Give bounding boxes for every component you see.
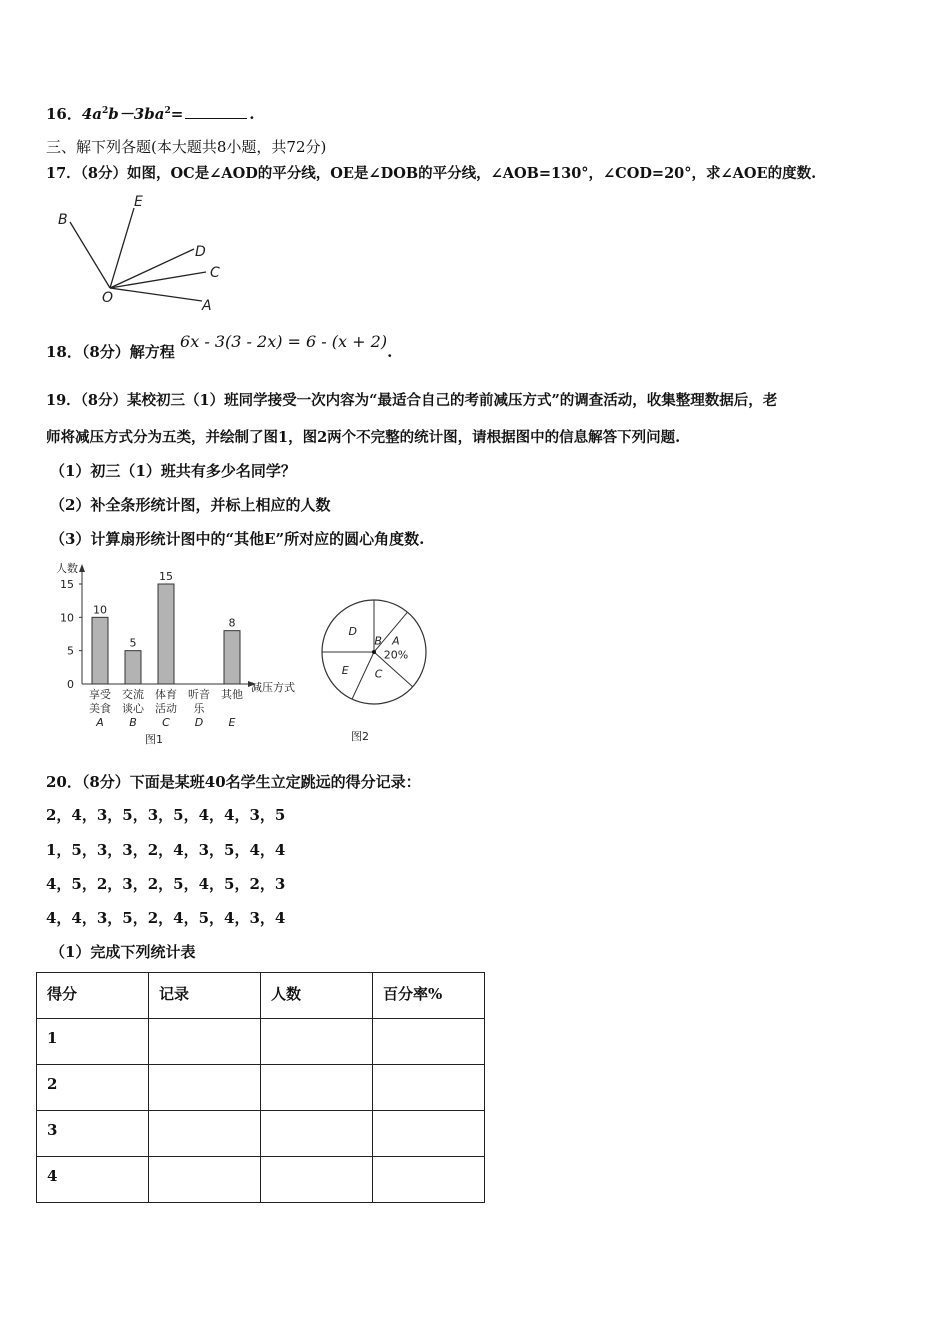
score-row-1: 2，4，3，5，3，5，4，4，3，5	[46, 806, 286, 824]
header-percent: 百分率%	[373, 973, 485, 1019]
q16-period: .	[249, 105, 255, 123]
table-row	[37, 1019, 485, 1065]
question-17-text: 17．（8分）如图，OC是∠AOD的平分线，OE是∠DOB的平分线，∠AOB=130°，∠COD=20°，求∠AOE的度数.	[46, 165, 817, 182]
record-cell[interactable]	[149, 1065, 261, 1111]
percent-cell[interactable]	[373, 1019, 485, 1065]
ray-od	[110, 249, 194, 288]
x-category-code: A	[96, 716, 104, 729]
row-score: 3	[37, 1111, 149, 1157]
figure-2-caption: 图2	[351, 730, 369, 743]
q18-prompt: 18．（8分）解方程	[46, 343, 175, 361]
q16-exp-b: 2	[164, 106, 171, 116]
x-category-label: 其他	[221, 688, 243, 701]
label-a: A	[202, 298, 212, 314]
x-category-label: 交流	[122, 688, 144, 701]
bar-e	[224, 631, 240, 684]
pie-slice-label-b: B	[374, 634, 382, 648]
table-row	[37, 1157, 485, 1203]
x-category-label: 谈心	[122, 702, 144, 715]
score-row-3: 4，5，2，3，2，5，4，5，2，3	[46, 875, 286, 893]
x-axis-label: 减压方式	[251, 681, 295, 694]
q16-equals: =	[170, 105, 184, 123]
q20-sub-1: （1）完成下列统计表	[50, 943, 196, 961]
pie-slice-label-a: A	[392, 634, 400, 648]
question-20-title: 20．（8分）下面是某班40名学生立定跳远的得分记录：	[46, 773, 421, 791]
question-18	[46, 332, 393, 362]
x-category-label: 活动	[155, 702, 177, 715]
table-row	[37, 1065, 485, 1111]
row-score: 1	[37, 1019, 149, 1065]
header-score: 得分	[37, 973, 149, 1019]
count-cell[interactable]	[261, 1111, 373, 1157]
record-cell[interactable]	[149, 1157, 261, 1203]
table-header-row	[37, 973, 485, 1019]
label-b: B	[58, 212, 68, 228]
pie-slice-boundary	[352, 652, 374, 699]
y-tick-label: 0	[67, 678, 74, 691]
bar-b	[125, 651, 141, 684]
pie-slice-label-e: E	[341, 664, 349, 678]
percent-cell[interactable]	[373, 1157, 485, 1203]
x-category-code: D	[194, 716, 204, 729]
q19-sub-1: （1）初三（1）班共有多少名同学？	[50, 462, 296, 480]
count-cell[interactable]	[261, 1065, 373, 1111]
record-cell[interactable]	[149, 1019, 261, 1065]
bar-value-label: 8	[228, 616, 236, 630]
score-row-2: 1，5，3，3，2，4，3，5，4，4	[46, 841, 286, 859]
bar-value-label: 15	[159, 570, 173, 583]
percent-cell[interactable]	[373, 1111, 485, 1157]
y-axis-label: 人数	[56, 562, 78, 575]
section-3-title: 三、解下列各题(本大题共8小题，共72分)	[46, 138, 327, 156]
x-category-code: E	[228, 716, 236, 729]
score-row-4: 4，4，3，5，2，4，5，4，3，4	[46, 909, 286, 927]
x-category-label: 听音	[188, 688, 210, 701]
question-19-line1: 19．（8分）某校初三（1）班同学接受一次内容为“最适合自己的考前减压方式”的调查活动，收集整理数据后，老	[46, 392, 778, 409]
pie-chart-figure-2	[316, 590, 436, 750]
pie-center	[372, 650, 376, 654]
label-o: O	[102, 290, 114, 306]
question-19-line2: 师将减压方式分为五类，并绘制了图1，图2两个不完整的统计图，请根据图中的信息解答下列问题.	[46, 429, 681, 446]
table-row	[37, 1111, 485, 1157]
row-score: 4	[37, 1157, 149, 1203]
header-count: 人数	[261, 973, 373, 1019]
x-category-label: 美食	[89, 702, 111, 715]
q17-angle-figure	[50, 190, 240, 315]
bar-value-label: 10	[93, 603, 107, 617]
count-cell[interactable]	[261, 1157, 373, 1203]
figure-1-caption: 图1	[145, 733, 163, 746]
q16-answer-blank[interactable]	[185, 104, 247, 119]
q18-equation: 6x - 3(3 - 2x) = 6 - (x + 2)	[180, 332, 388, 351]
q16-term-a: 4a	[81, 105, 103, 123]
pie-slice-label-d: D	[348, 624, 358, 638]
x-category-code: C	[162, 716, 170, 729]
y-axis-arrow	[79, 564, 85, 572]
q16-term-b: b－3ba	[108, 105, 165, 123]
ray-ob	[70, 222, 110, 288]
ray-oc	[110, 272, 206, 288]
x-category-label: 乐	[193, 702, 205, 715]
q18-period: .	[387, 343, 393, 361]
header-record: 记录	[149, 973, 261, 1019]
statistics-table	[36, 972, 485, 1203]
ray-oa	[110, 288, 202, 301]
y-tick-label: 10	[60, 611, 74, 625]
q19-sub-2: （2）补全条形统计图，并标上相应的人数	[50, 496, 331, 514]
bar-c	[158, 584, 174, 684]
y-tick-label: 15	[60, 578, 74, 591]
label-c: C	[210, 265, 220, 281]
label-d: D	[195, 244, 206, 260]
x-category-label: 享受	[89, 688, 111, 701]
question-16	[46, 103, 255, 124]
ray-oe	[110, 208, 134, 288]
x-category-label: 体育	[155, 688, 177, 701]
q19-sub-3: （3）计算扇形统计图中的“其他E”所对应的圆心角度数.	[50, 530, 425, 548]
x-category-code: B	[129, 716, 137, 729]
q16-exp-a: 2	[102, 106, 109, 116]
count-cell[interactable]	[261, 1019, 373, 1065]
pie-slice-label-c: C	[374, 667, 383, 681]
bar-value-label: 5	[129, 636, 137, 650]
bar-chart-figure-1	[46, 558, 316, 748]
q16-number: 16．	[46, 105, 82, 123]
row-score: 2	[37, 1065, 149, 1111]
pie-slice-percent: 20%	[383, 648, 409, 662]
record-cell[interactable]	[149, 1111, 261, 1157]
y-tick-label: 5	[67, 644, 74, 658]
percent-cell[interactable]	[373, 1065, 485, 1111]
bar-a	[92, 617, 108, 684]
label-e: E	[134, 194, 143, 210]
